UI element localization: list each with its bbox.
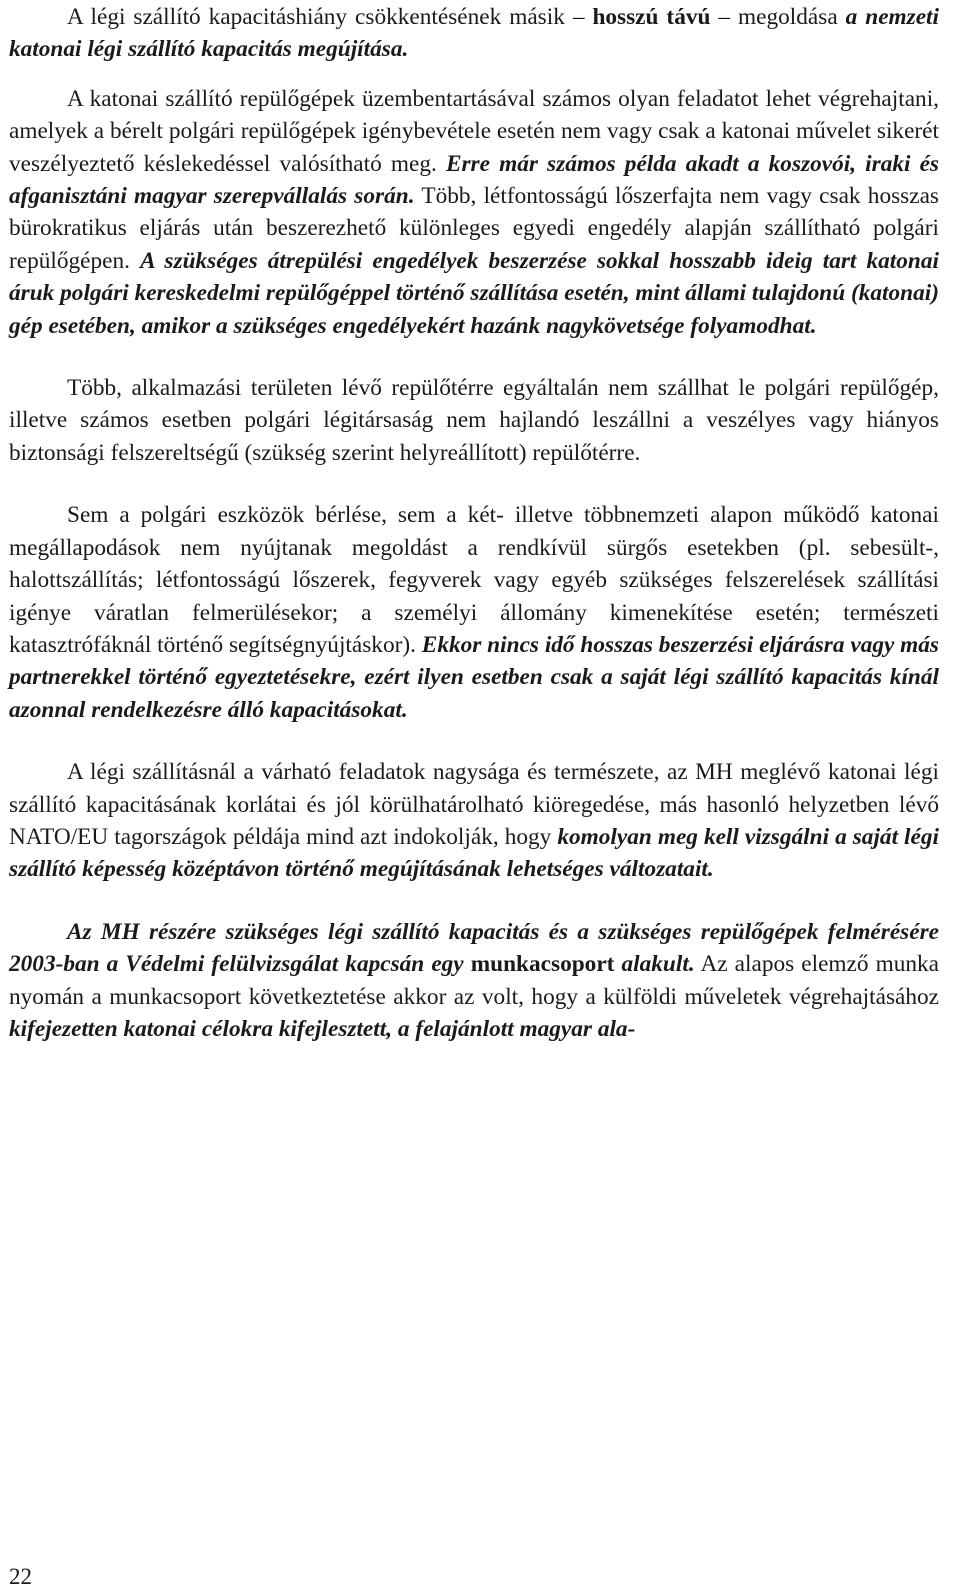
bold-text: munkacsoport: [470, 951, 615, 978]
text-run: A légi szállító kapacitáshiány csökkentésének másik –: [67, 4, 593, 30]
text-run: Több, létfontosságú lőszerfajta nem vagy csak hosszas bürokratikus eljárás után beszerezhető különleges egyedi engedély alapján szállítható polgári repülőgépen.: [9, 183, 939, 274]
text-run: Az alapos elemző munka nyomán a munkacsoport következtetése akkor az volt, hogy a külföldi műveletek végrehajtásához: [9, 951, 939, 1010]
paragraph-2: [9, 83, 939, 342]
bold-italic-text: Erre már számos példa akadt a koszovói, iraki és afganisztáni magyar szerepvállalás során.: [9, 150, 939, 210]
bold-italic-text: kifejezetten katonai célokra kifejlesztett, a felajánlott magyar ala-: [9, 1015, 636, 1042]
text-run: A légi szállításnál a várható feladatok nagysága és természete, az MH meglévő katonai légi szállító kapacitásának korlátai és jól körülhatárolható kiöregedése, más hasonló helyzetben lévő NATO/EU tagországok példája mind azt indokolják, hogy: [9, 759, 939, 850]
paragraph-6: [9, 916, 939, 1046]
bold-italic-text: Az MH részére szükséges légi szállító kapacitás és a szükséges repülőgépek felmérésére 2003-ban a Védelmi felülvizsgálat kapcsán egy: [9, 918, 939, 978]
text-run: Sem a polgári eszközök bérlése, sem a két- illetve többnemzeti alapon működő katonai megállapodások nem nyújtanak megoldást a rendkívül sürgős esetekben (pl. sebesült-, halottszállítás; létfontosságú lőszerek, fegyverek vagy egyéb szükséges felszerelések szállítási igénye váratlan felmerülésekor; a személyi állomány kimenekítése esetén; természeti katasztrófáknál történő segítségnyújtáskor).: [9, 502, 939, 658]
text-run: – megoldása: [710, 4, 846, 30]
bold-italic-text: a nemzeti katonai légi szállító kapacitás megújítása.: [9, 4, 940, 63]
paragraph-3: [9, 372, 939, 469]
bold-italic-text: alakult.: [621, 951, 695, 978]
paragraph-1: [9, 1, 939, 66]
text-run: [614, 951, 621, 977]
bold-italic-text: A szükséges átrepülési engedélyek beszerzése sokkal hosszabb ideig tart katonai áruk polgári kereskedelmi repülőgéppel történő szállítása esetén, mint állami tulajdonú (katonai) gép esetében, amikor a szükséges engedélyekért hazánk nagykövetsége folyamodhat.: [9, 247, 939, 339]
page-number: 22: [9, 1564, 32, 1589]
bold-italic-text: Ekkor nincs idő hosszas beszerzési eljárásra vagy más partnerekkel történő egyeztetésekre, ezért ilyen esetben csak a saját légi szállító kapacitás kínál azonnal rendelkezésre álló kapacitásokat.: [9, 631, 940, 723]
bold-text: hosszú távú: [592, 4, 711, 30]
document-body: [9, 0, 939, 1045]
text-run: A katonai szállító repülőgépek üzembentartásával számos olyan feladatot lehet végrehajtani, amelyek a bérelt polgári repülőgépek igénybevétele esetén nem vagy csak a katonai művelet sikerét veszélyeztető késlekedéssel valósítható meg.: [9, 85, 939, 177]
paragraph-5: [9, 756, 939, 886]
paragraph-4: [9, 499, 939, 726]
bold-italic-text: komolyan meg kell vizsgálni a saját légi szállító képesség középtávon történő megújításának lehetséges változatait.: [9, 823, 939, 883]
text-run: Több, alkalmazási területen lévő repülőtérre egyáltalán nem szállhat le polgári repülőgép, illetve számos esetben polgári légitársaság nem hajlandó leszállni a veszélyes vagy hiányos biztonsági felszereltségű (szükség szerint helyreállított) repülőtérre.: [9, 375, 939, 466]
